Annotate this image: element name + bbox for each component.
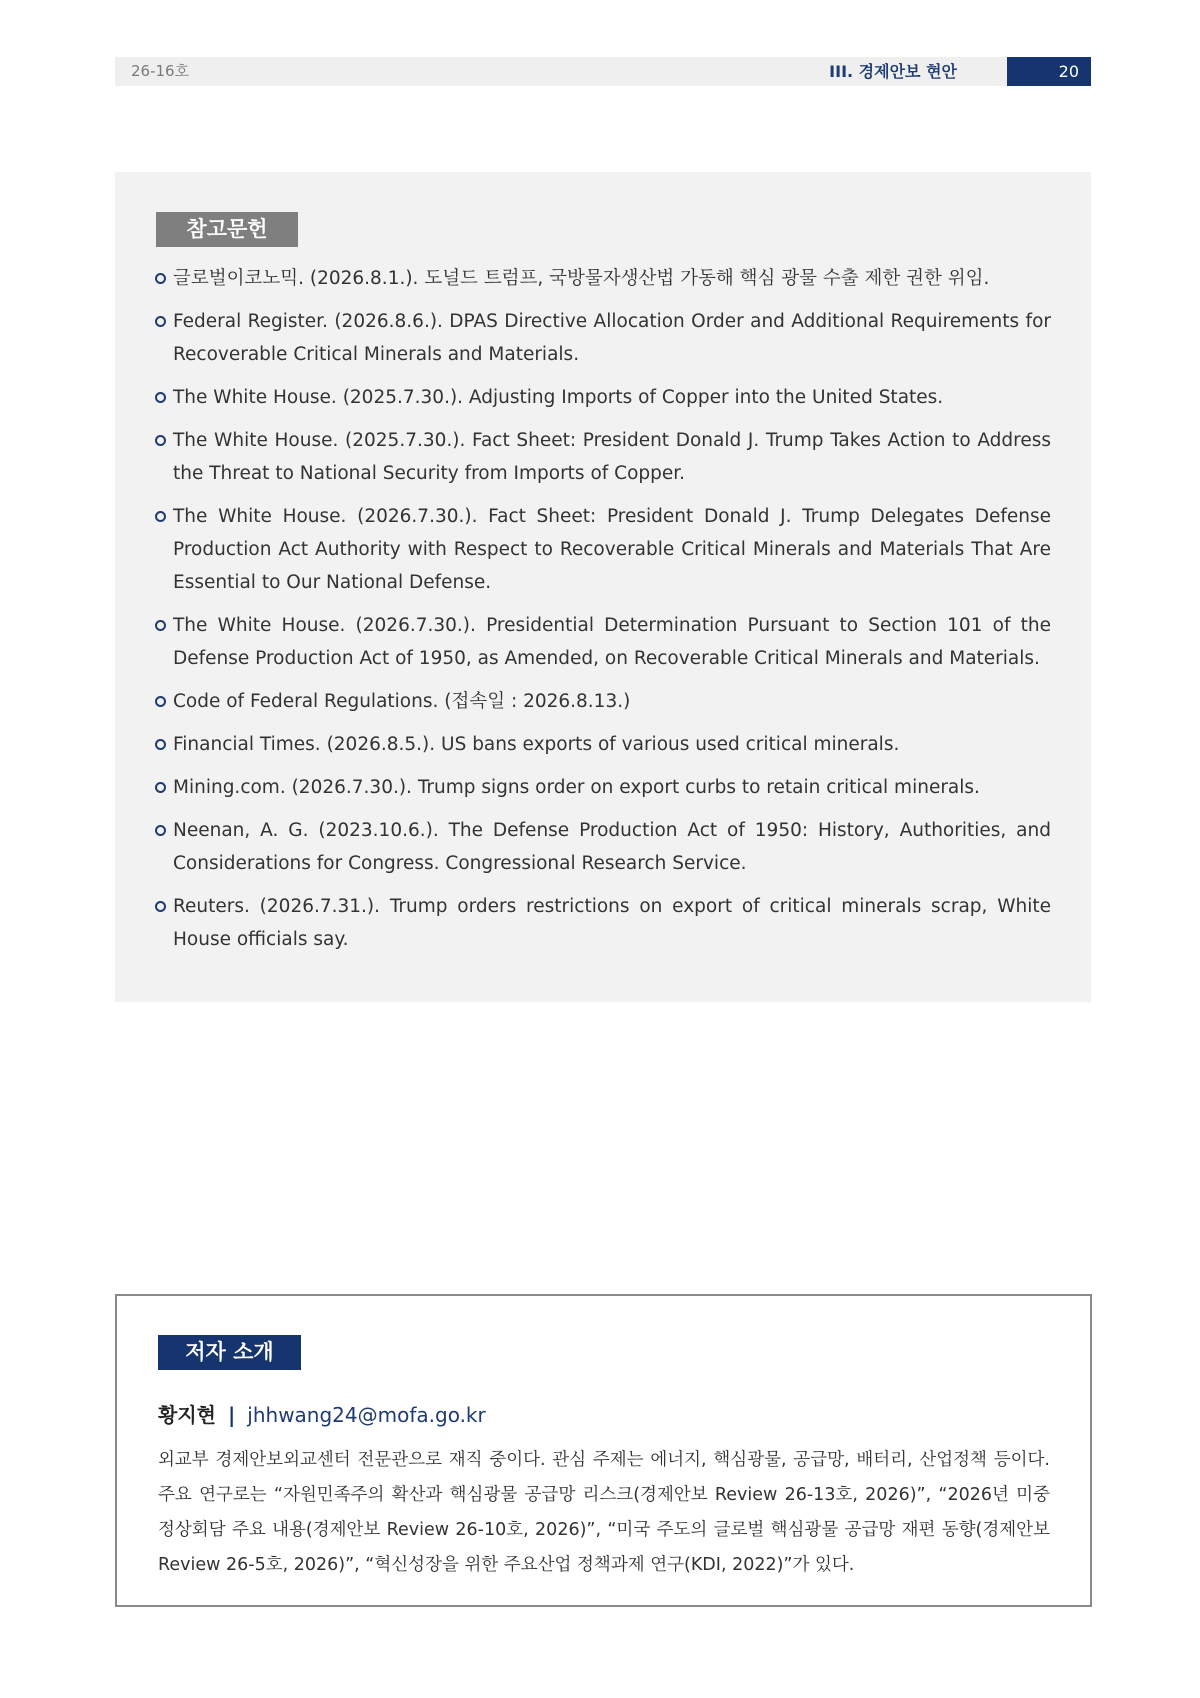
reference-item xyxy=(155,381,1051,414)
circle-bullet-icon xyxy=(155,901,166,912)
circle-bullet-icon xyxy=(155,392,166,403)
circle-bullet-icon xyxy=(155,739,166,750)
author-title: 저자 소개 xyxy=(158,1335,301,1370)
author-email-link[interactable]: jhhwang24@mofa.go.kr xyxy=(247,1403,486,1427)
circle-bullet-icon xyxy=(155,825,166,836)
issue-number: 26-16호 xyxy=(131,62,190,80)
author-section xyxy=(115,1294,1092,1607)
references-section xyxy=(115,172,1091,1002)
reference-item xyxy=(155,500,1051,599)
page-number: 20 xyxy=(1007,57,1091,86)
section-label: III. 경제안보 현안 xyxy=(829,62,957,81)
reference-item xyxy=(155,890,1051,956)
circle-bullet-icon xyxy=(155,696,166,707)
reference-item xyxy=(155,609,1051,675)
circle-bullet-icon xyxy=(155,620,166,631)
author-separator: | xyxy=(227,1403,236,1427)
reference-item xyxy=(155,771,1051,804)
reference-text: Reuters. (2026.7.31.). Trump orders restrictions on export of critical minerals scrap, White House officials say. xyxy=(173,896,1051,950)
reference-item xyxy=(155,814,1051,880)
reference-text: Mining.com. (2026.7.30.). Trump signs order on export curbs to retain critical minerals. xyxy=(173,777,980,798)
author-name: 황지현 xyxy=(158,1403,216,1427)
references-list xyxy=(155,262,1051,966)
reference-text: Code of Federal Regulations. (접속일 : 2026.8.13.) xyxy=(173,691,631,712)
circle-bullet-icon xyxy=(155,782,166,793)
reference-text: 글로벌이코노믹. (2026.8.1.). 도널드 트럼프, 국방물자생산법 가동해 핵심 광물 수출 제한 권한 위임. xyxy=(173,268,990,289)
reference-item xyxy=(155,685,1051,718)
reference-item xyxy=(155,424,1051,490)
reference-item xyxy=(155,262,1051,295)
circle-bullet-icon xyxy=(155,511,166,522)
reference-text: Federal Register. (2026.8.6.). DPAS Directive Allocation Order and Additional Requirements for Recoverable Critical Minerals and Materials. xyxy=(173,311,1051,365)
reference-text: The White House. (2026.7.30.). Presidential Determination Pursuant to Section 101 of the Defense Production Act of 1950, as Amended, on Recoverable Critical Minerals and Materials. xyxy=(173,615,1051,669)
circle-bullet-icon xyxy=(155,273,166,284)
circle-bullet-icon xyxy=(155,435,166,446)
author-byline xyxy=(158,1400,486,1430)
reference-item xyxy=(155,305,1051,371)
reference-text: The White House. (2026.7.30.). Fact Sheet: President Donald J. Trump Delegates Defense Production Act Authority with Respect to Recoverable Critical Minerals and Materials That Are Essential to Our National Defense. xyxy=(173,506,1051,593)
author-bio: 외교부 경제안보외교센터 전문관으로 재직 중이다. 관심 주제는 에너지, 핵심광물, 공급망, 배터리, 산업정책 등이다. 주요 연구로는 “자원민족주의 확산과 핵심광물 공급망 리스크(경제안보 Review 26-13호, 2026)”, “2026년 미중 정상회담 주요 내용(경제안보 Review 26-10호, 2026)”, “미국 주도의 글로벌 핵심광물 공급망 재편 동향(경제안보 Review 26-5호, 2026)”, “혁신성장을 위한 주요산업 정책과제 연구(KDI, 2022)”가 있다. xyxy=(158,1450,1050,1575)
reference-text: The White House. (2025.7.30.). Fact Sheet: President Donald J. Trump Takes Action to Address the Threat to National Security from Imports of Copper. xyxy=(173,430,1051,484)
reference-text: Neenan, A. G. (2023.10.6.). The Defense Production Act of 1950: History, Authorities, and Considerations for Congress. Congressional Research Service. xyxy=(173,820,1051,874)
reference-text: The White House. (2025.7.30.). Adjusting Imports of Copper into the United States. xyxy=(173,387,944,408)
reference-item xyxy=(155,728,1051,761)
page-header xyxy=(115,57,1091,86)
references-title: 참고문헌 xyxy=(156,212,298,247)
reference-text: Financial Times. (2026.8.5.). US bans exports of various used critical minerals. xyxy=(173,734,900,755)
circle-bullet-icon xyxy=(155,316,166,327)
